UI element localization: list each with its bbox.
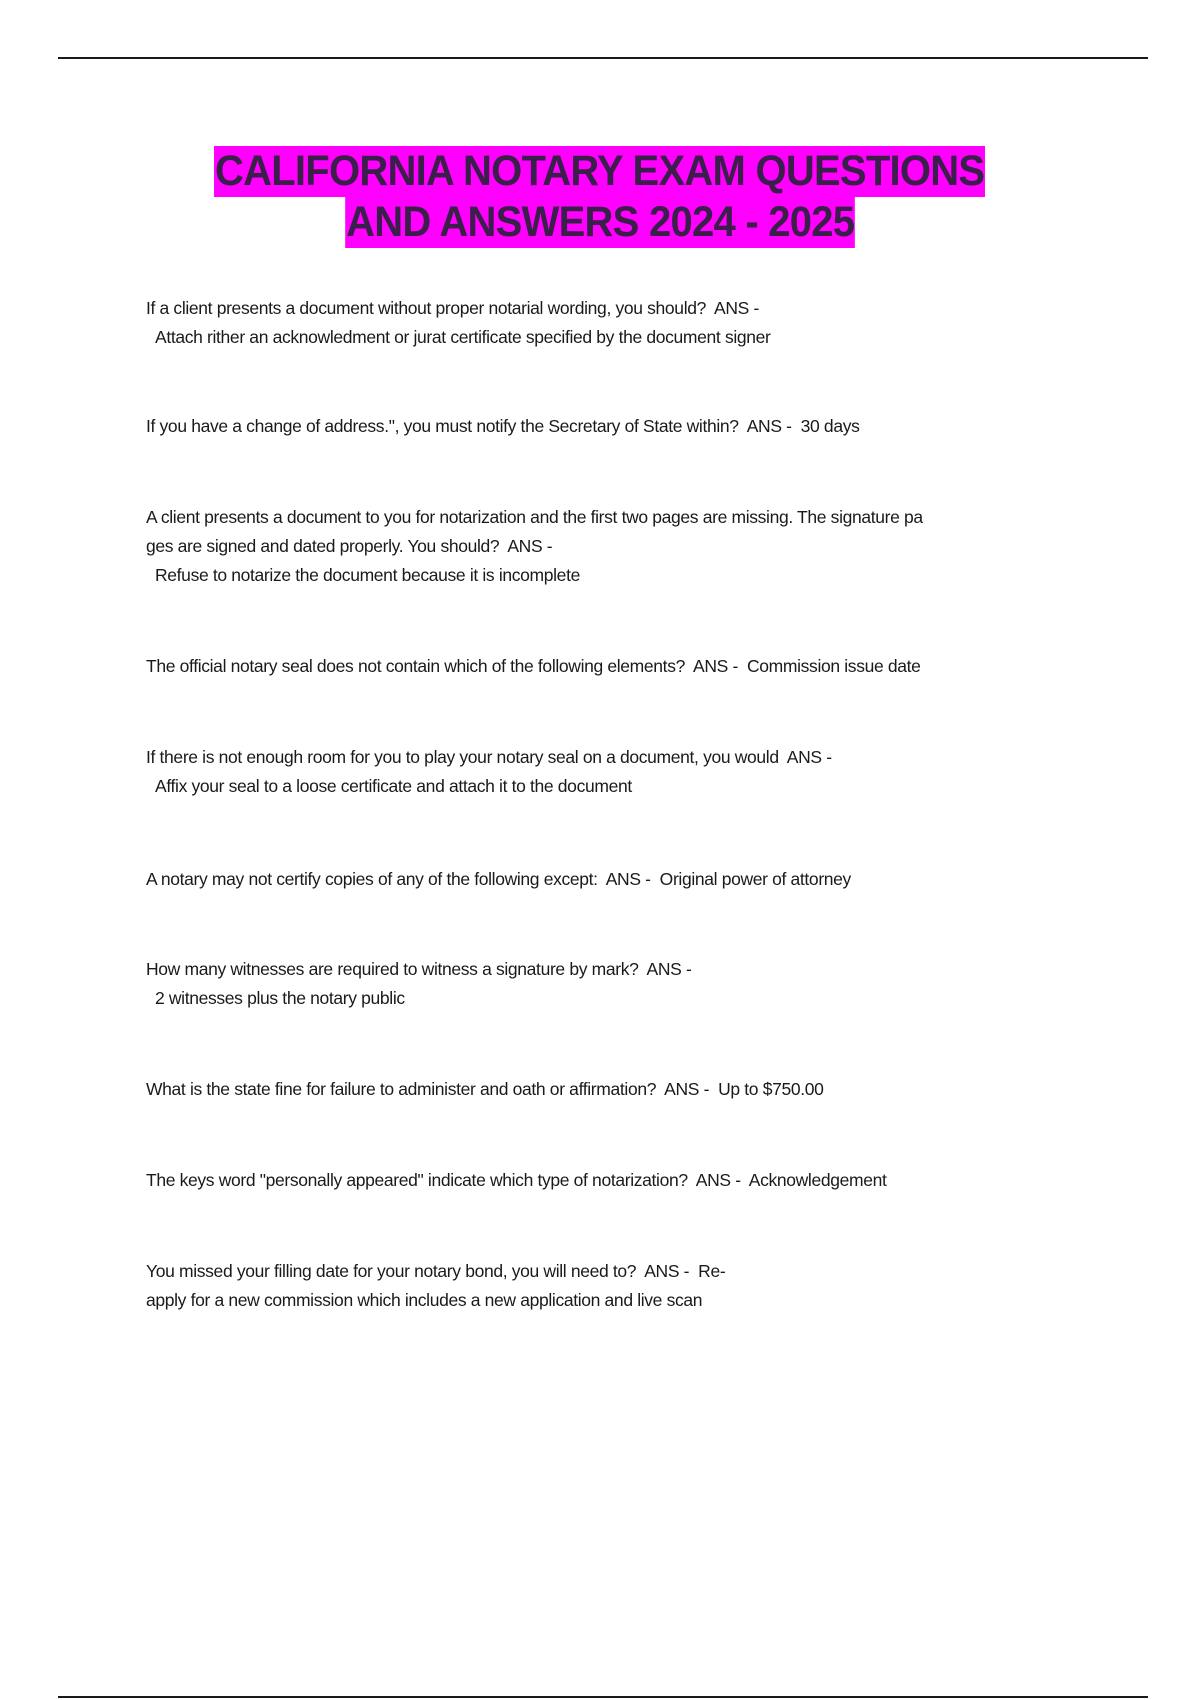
- question: The keys word "personally appeared" indicate which type of notarization? ANS - Acknowledgement: [146, 1170, 887, 1190]
- answer: Attach rither an acknowledment or jurat certificate specified by the document signer: [155, 327, 771, 347]
- title-line-1: CALIFORNIA NOTARY EXAM QUESTIONS: [215, 147, 985, 195]
- question: If there is not enough room for you to play your notary seal on a document, you would ANS -: [146, 747, 832, 767]
- answer: Affix your seal to a loose certificate and attach it to the document: [155, 776, 632, 796]
- header-rule: [58, 57, 1148, 59]
- question: How many witnesses are required to witness a signature by mark? ANS -: [146, 959, 692, 979]
- qa-item-4: [146, 652, 1106, 681]
- question: What is the state fine for failure to administer and oath or affirmation? ANS - Up to $750.00: [146, 1079, 824, 1099]
- question: If a client presents a document without proper notarial wording, you should? ANS -: [146, 298, 759, 318]
- qa-item-3: [146, 503, 1106, 590]
- qa-item-2: [146, 412, 1106, 441]
- footer-rule: [58, 1696, 1148, 1698]
- question: You missed your filling date for your notary bond, you will need to? ANS - Re-: [146, 1261, 726, 1281]
- qa-item-10: [146, 1257, 1106, 1315]
- answer: 2 witnesses plus the notary public: [155, 988, 405, 1008]
- qa-item-5: [146, 743, 1106, 801]
- qa-item-9: [146, 1166, 1106, 1195]
- question: The official notary seal does not contain which of the following elements? ANS - Commission issue date: [146, 656, 921, 676]
- qa-item-6: [146, 865, 1106, 894]
- qa-item-7: [146, 955, 1106, 1013]
- question: If you have a change of address.", you must notify the Secretary of State within? ANS - 30 days: [146, 416, 860, 436]
- answer: Refuse to notarize the document because it is incomplete: [155, 565, 580, 585]
- question: A client presents a document to you for notarization and the first two pages are missing. The signature pa ges are signed and dated properly. You should? ANS -: [146, 507, 923, 556]
- question: A notary may not certify copies of any of the following except: ANS - Original power of attorney: [146, 869, 851, 889]
- answer: apply for a new commission which includes a new application and live scan: [146, 1290, 703, 1310]
- title-line-2: AND ANSWERS 2024 - 2025: [345, 198, 855, 246]
- document-title: [0, 146, 1200, 248]
- qa-item-8: [146, 1075, 1106, 1104]
- qa-item-1: [146, 294, 1106, 352]
